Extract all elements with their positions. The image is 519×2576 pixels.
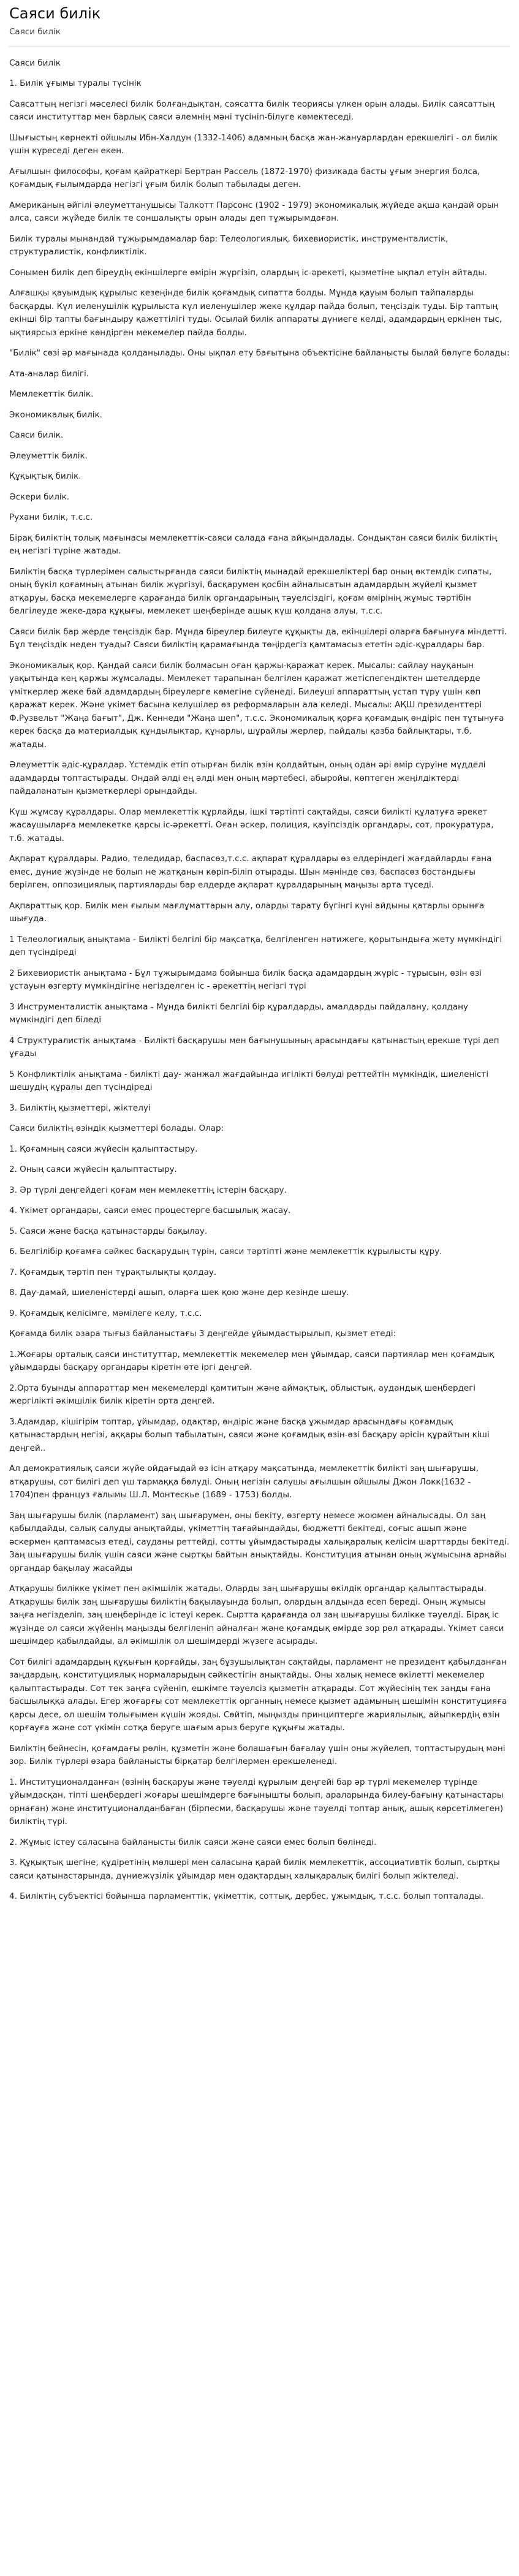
document-body (9, 57, 510, 1904)
paragraph: 5. Саяси және басқа қатынастарды бақылау. (9, 1226, 208, 1236)
paragraph: 4. Үкімет органдары, саяси емес процестерге басшылық жасау. (9, 1206, 291, 1216)
paragraph: Рухани билік, т.с.с. (9, 512, 93, 523)
paragraph: 3. Құқықтық шегіне, құдіретінің мөлшері мен саласына қарай билік мемлекеттік, ассоциативтік болып, сыртқы саяси қатынастарында, дүниежүзілік ұйымдар мен одақтардың халықаралық билігі болып жіктеледі. (9, 1858, 500, 1881)
paragraph: Құқықтық билік. (9, 471, 81, 482)
paragraph: 9. Қоғамдық келісімге, мәмілеге келу, т.с.с. (9, 1308, 202, 1318)
paragraph: Биліктің бейнесін, қоғамдағы рөлін, құзметін және болашағын бағалау үшін оны жүйелеп, топтастырудың мәні зор. Билік түрлері өзара байланысты бірқатар белгілермен ерекшеленеді. (9, 1743, 506, 1767)
paragraph: 2. Жұмыс істеу саласына байланысты билік саяси және саяси емес болып бөлінеді. (9, 1837, 377, 1847)
paragraph: Саяси биліктің өзіндік қызметтері болады. Олар: (9, 1123, 224, 1134)
paragraph: Саяси билік бар жерде теңсіздік бар. Мұнда біреулер билеуге құқықты да, екіншілері оларға бағынуға міндетті. Бұл теңсіздік неден туады? Саяси биліктің қарамағында төңірдегіз қамтамасыз ететін әдіс-құралдары бар. (9, 626, 507, 650)
paragraph: Әлеуметтік билік. (9, 450, 88, 461)
paragraph: 3. Әр түрлі деңгейдегі қоғам мен мемлекеттің істерін басқару. (9, 1185, 287, 1195)
paragraph: Күш жұмсау құралдары. Олар мемлекеттік құрлайды, ішкі тәртіпті сақтайды, саяси билікті құлатуға әрекет жасаушыларға мемлекетке қарсы іс-әрекетті. Оған әскер, полиция, қауіпсіздік органдары, сот, прокуратура, т.б. жатады. (9, 807, 494, 843)
paragraph: 3.Адамдар, кішігірім топтар, ұйымдар, одақтар, өндіріс және басқа ұжымдар арасындағы қоғамдық қатынастардың негізі, аққары болып табылатын, саяси және қоғамдық өзін-өзі басқару әрісін құрайтын кіші деңгей.. (9, 1416, 490, 1453)
paragraph: Ақпарат құралдары. Радио, теледидар, баспасөз,т.с.с. ақпарат құралдары өз елдеріндегі жағдайларды ғана емес, дүние жүзінде не болып не жатқанын көрiп-бiлiп отырады. Шын мәнінде сөз, баспасөз бостандығы берілген, оппозициялық партияларды бар елдерде ақпарат құралдарының маңызы арта түседі. (9, 854, 492, 891)
paragraph: Заң шығарушы билік (парламент) заң шығарумен, оны бекіту, өзгерту немесе жоюмен айналысады. Ол заң қабылдайды, салық салуды анықтайды, үкіметтің тағайындайды, бюджетті бекітеді, соғыс ашып және әскермен қаптамасыз етеді, сауданы реттейді, сотты ұйымдастырады халықаралық келісім шарттарды бекітеді. Заң шығарушы билік үшін саяси және сыртқы байтын анықтайды. Конституция атынан оның жұмысына арнайы органдар бақылау жасайды (9, 1510, 510, 1573)
paragraph: Ағылшын философы, қоғам қайраткері Бертран Рассель (1872-1970) физикада басты ұғым энергия болса, қоғамдық ғылымдарда негізгі ұғым билік болып табылады деген. (9, 166, 480, 190)
page-title: Саяси билік (9, 5, 101, 22)
paragraph: Әлеуметтік әдіс-құралдар. Үстемдік етіп отырған билік өзін қолдайтын, оның одан әрі өмір сүруіне мүдделі адамдарды топтастырады. Ондай әлді ең әлді мен оның мәртебесі, абыройы, көптеген жеңілдіктерді пайдаланатын қызметкерлері орындайды. (9, 760, 486, 797)
paragraph: Саясаттың негізгі мәселесі билік болғандықтан, саясатта билік теориясы үлкен орын алады. Билік саясаттың саяси институттар мен барлық саяси әлемнің мәні түсініп-білуге көмектеседі. (9, 99, 495, 123)
paragraph: 1 Телеологиялық анықтама - Билікті белгілі бір мақсатқа, белгіленген нәтижеге, қорытындыға жету мүмкіндігі деп түсіндіреді (9, 934, 502, 958)
paragraph: 1. Институционалданған (өзінің басқаруы және тәуелді құрылым деңгейі бар әр түрлі мекемелер түрінде ұйымдасқан, тіпті шеңбердегі жоғары шешімдерге бағынышты болып, араларында билеу-бағыну қатынастары орнаған) және институционалданбаған (бірпесми, басқарушы және тәуелді топтар анық, ашық көрсетілмеген) биліктің түрі. (9, 1777, 504, 1827)
paragraph: 2 Бихевиористік анықтама - Бұл тұжырымдама бойынша билік басқа адамдардың жүріс - тұрысын, өзін өзі ұстауын өзгерту мүмкіндігіне негізделген іс - әрекеттің негізгі түрі (9, 968, 482, 992)
paragraph: 1.Жоғары орталық саяси институттар, мемлекеттік мекемелер мен ұйымдар, саяси партиялар мен қоғамдық ұйымдарды басқару органдары кіретін өте іргі деңгей. (9, 1349, 494, 1373)
paragraph: Биліктің басқа түрлерімен салыстырғанда саяси биліктің мынадай ерекшеліктері бар оның өктемдік сипаты, оның бүкіл қоғамның атынан билік жүргізуі, басқарумен қосбін айналысатын адамдардың жүйелі қызмет атқаруы, басқа мекемелерге қарағанда билік органдарының тәуелсіздігі, қоғам өмірінің жұмыс тәртібін белгілеуде жеке-дара құқығы, мемлекет шеңберінде ашық күш қолдана алуы, т.с.с. (9, 566, 492, 617)
paragraph: Сот билігі адамдардың құқығын қорғайды, заң бұзушылықтан сақтайды, парламент не президент қабылданған заңдардың, конституциялық нормаларыдың сәйкестігін анықтайды. Оны халық немесе өкілетті мекемелер қалыптастырады. Сот тек заңға сүйеніп, ешкімге тәуелсіз қызметін атқарады. Сот жүйесінің тек заңды ғана басшылыққа алады. Егер жоғарғы сот мемлекеттік органның немесе қызмет адамының шешімін конституцияға қарсы десе, ол шешім толығымен күшін жояды. Сөйтіп, мыңызды принциптерге жариялылық, айыпкердің өзін қорғауға және сот үкімін сотқа беруге шағым арыз беруге құқығы жатады. (9, 1657, 507, 1733)
paragraph: 4. Биліктің субъектісі бойынша парламенттік, үкіметтік, соттық, дербес, ұжымдық, т.с.с. болып топталады. (9, 1891, 484, 1902)
paragraph: 2. Оның саяси жүйесін қалыптастыру. (9, 1165, 177, 1175)
paragraph: 6. Белгілібір қоғамға сәйкес басқарудың түрін, саяси тәртіпті және мемлекеттік құрылысты құру. (9, 1247, 442, 1257)
paragraph: 2.Орта буынды аппараттар мен мекемелерді қамтитын және аймақтық, облыстық, аудандық шеңбердегі жергілікті әкімшілік билік кіретін орта деңгей. (9, 1383, 476, 1407)
paragraph: 1. Қоғамның саяси жүйесін қалыптастыру. (9, 1144, 198, 1154)
paragraph: Ақпараттық қор. Билік мен ғылым мағлұматтарын алу, оларды тарату бүгінгі күні айдыны қатарлы орынға шығуда. (9, 900, 485, 924)
paragraph: Мемлекеттік билік. (9, 389, 94, 400)
paragraph: Сонымен билік деп біреудің екіншілерге өмірін жүргізіп, олардың іс-әрекеті, қызметіне ықпал етуін айтады. (9, 267, 488, 278)
paragraph: 3 Инструменталистік анықтама - Мұнда билікті белгілі бір құралдарды, амалдарды пайдалану, қолдану мүмкіндігі деп біледі (9, 1001, 468, 1025)
paragraph: Ата-аналар билігі. (9, 368, 89, 379)
paragraph: Атқарушы билікке үкімет пен әкімшілік жатады. Оларды заң шығарушы өкілдік органдар қалыптастырады. Атқарушы билік заң шығарушы биліктің бақылауында болып, олардың алдында есеп береді. Оның жұмысы заңға негізделіп, заң шеңберінде іс істеуі керек. Сыртта қарағанда ол заң шығарушы билікке тәуелді. Бірақ іс жүзінде ол саяси жүйенің маңызды белгіленіп айналған және қоғамдық өмірде зор рөл атқарады. Үкімет саяси шешімдер қабылдайды, ал әкімшілік ол шешімдерді жүзеге асырады. (9, 1584, 504, 1647)
paragraph: Американың әйгілі әлеуметтанушысы Талкотт Парсонс (1902 - 1979) экономикалық жүйеде ақша қандай орын алса, саяси жүйеде билік те соншалықты орын алады деп тұжырымдаған. (9, 200, 499, 224)
paragraph: 5 Конфликтілік анықтама - билікті дау- жанжал жағдайында игілікті бөлуді реттейтін мүмкіндік, шиеленісті шешудің құралы деп түсіндіреді (9, 1069, 489, 1093)
paragraph: Экономикалық билік. (9, 409, 102, 420)
paragraph: Шығыстың көрнекті ойшылы Ибн-Халдун (1332-1406) адамның басқа жан-жануарлардан ерекшелігі - ол билік үшін күреседі деген екен. (9, 132, 498, 156)
paragraph: Саяси билік (9, 58, 61, 68)
paragraph: Билік туралы мынандай тұжырымдамалар бар: Телеологиялық, бихевиористік, инструменталистік, структуралистік, конфликтілік. (9, 234, 449, 257)
paragraph: 4 Структуралистік анықтама - Билікті басқарушы мен бағынушының арасындағы қатынастың ерекше түрі деп ұғады (9, 1035, 499, 1059)
paragraph: 7. Қоғамдық тәртіп пен тұрақтылықты қолдау. (9, 1267, 217, 1277)
paragraph: Әскери билік. (9, 492, 70, 502)
paragraph: Экономикалық қор. Қандай саяси билік болмасын оған қаржы-қаражат керек. Мысалы: сайлау науқанын уақытында кең қаржы жұмсалады. Мемлекет тарапынан белгілен қаражат жетіспегендіктен шетелдерде үміткерлер жеке бай адамдардың біреулерге көмегіне сүйенеді. Билеуші аппараттың үстап түру үшін көп қаражат керек. Және үкімет басына келушілер өз реформаларын ала келеді. Мысалы: АҚШ президенттері Ф.Рузвельт "Жаңа бағыт", Дж. Кеннеди "Жаңа шеп", т.с.с. Экономикалық қорға қоғамдық өндіріс пен тұтынуға керек басқа да материалдық құндылықтар, құнарлы, шұрайлы жерлер, пайдалы қазба байлықтары, т.б. жатады. (9, 660, 504, 750)
paragraph: Бірақ биліктің толық мағынасы мемлекеттік-саяси салада ғана айқындалады. Сондықтан саяси билік биліктің ең негізгі түріне жатады. (9, 533, 498, 557)
paragraph: Саяси билік. (9, 430, 64, 441)
paragraph: 1. Билік ұғымы туралы түсінік (9, 78, 142, 89)
page-subtitle: Саяси билік (9, 26, 61, 37)
paragraph: Ал демократиялық саяси жүйе ойдағыдай өз ісін атқару мақсатында, мемлекеттік билікті заң шығарушы, атқарушы, сот билігі деп үш тармаққа бөлуді. Оның негізін салушы ағылшын ойшылы Джон Локк(1632 - 1704)пен француз ғалымы Ш.Л. Монтескье (1689 - 1753) болды. (9, 1464, 479, 1500)
paragraph: Қоғамда билік әзара тығыз байланыстағы 3 деңгейде ұйымдастырылып, қызмет етеді: (9, 1329, 396, 1339)
paragraph: Алғашқы қауымдық құрылыс кезеңінде билік қоғамдық сипатта болды. Мұнда қауым болып тайпаларды басқарды. Күл иеленушілік құрылыста күл иеленушілер жеке құлдар пайда болып, теңсіздік туды. Бір таптың екінші бір тапты бағындыру қажеттілігі туды. Осылай билік аппараты дүниеге келді, адамдардың еркінен тыс, ықтиярсыз еркіне көндірген мекемелер пайда болды. (9, 288, 502, 338)
paragraph: 8. Дау-дамай, шиеленістерді ашып, оларға шек қою және дер кезінде шешу. (9, 1288, 349, 1298)
paragraph: 3. Биліктің қызметтері, жіктелуі (9, 1103, 151, 1113)
paragraph: "Билік" сөзі әр мағынада қолданылады. Оны ықпал ету бағытына объектісіне байланысты былай бөлуге болады: (9, 348, 510, 359)
